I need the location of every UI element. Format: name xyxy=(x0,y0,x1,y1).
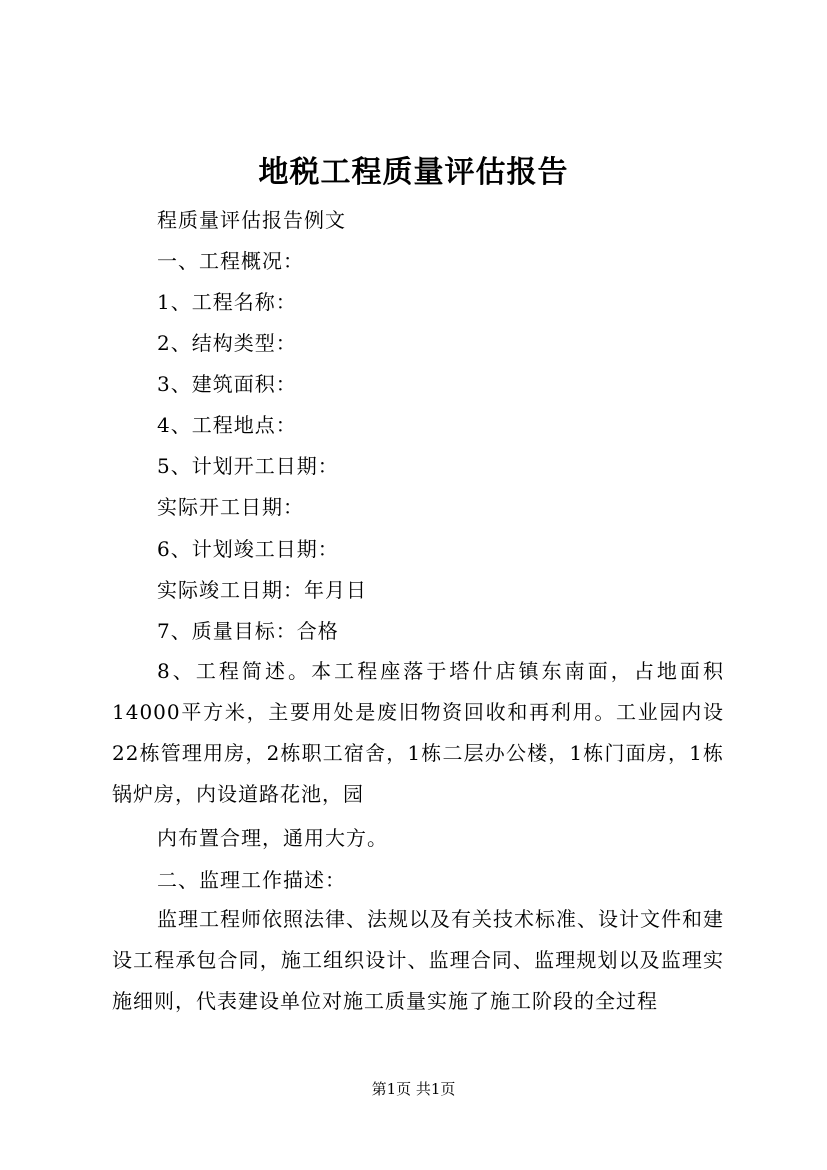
page-title: 地税工程质量评估报告 xyxy=(258,155,569,190)
doc-line-planned-completion: 6、计划竣工日期： xyxy=(157,537,339,561)
doc-line-section-2: 二、监理工作描述： xyxy=(157,868,346,892)
doc-line-actual-completion: 实际竣工日期：年月日 xyxy=(157,578,367,602)
doc-line-structure-type: 2、结构类型： xyxy=(157,331,297,355)
doc-line-building-area: 3、建筑面积： xyxy=(157,372,297,396)
doc-line-project-name: 1、工程名称： xyxy=(157,290,297,314)
doc-line-layout: 内布置合理，通用大方。 xyxy=(157,826,388,850)
paragraph-supervision: 监理工程师依照法律、法规以及有关技术标准、设计文件和建设工程承包合同，施工组织设计、监理合同、监理规划以及监理实施细则，代表建设单位对施工质量实施了施工阶段的全过程 xyxy=(112,907,724,1013)
doc-line-project-location: 4、工程地点： xyxy=(157,413,297,437)
doc-line-planned-start: 5、计划开工日期： xyxy=(157,454,339,478)
doc-line-quality-target: 7、质量目标：合格 xyxy=(157,619,339,643)
paragraph-project-summary: 8、工程简述。本工程座落于塔什店镇东南面，占地面积14000平方米，主要用处是废旧物资回收和再利用。工业园内设22栋管理用房，2栋职工宿舍，1栋二层办公楼，1栋门面房，1栋锅炉房，内设道路花池，园 xyxy=(112,659,724,806)
page-footer: 第1页 共1页 xyxy=(371,1080,456,1098)
doc-line-section-1: 一、工程概况： xyxy=(157,249,304,273)
doc-line-actual-start: 实际开工日期： xyxy=(157,495,304,519)
doc-line-subtitle: 程质量评估报告例文 xyxy=(157,208,346,232)
